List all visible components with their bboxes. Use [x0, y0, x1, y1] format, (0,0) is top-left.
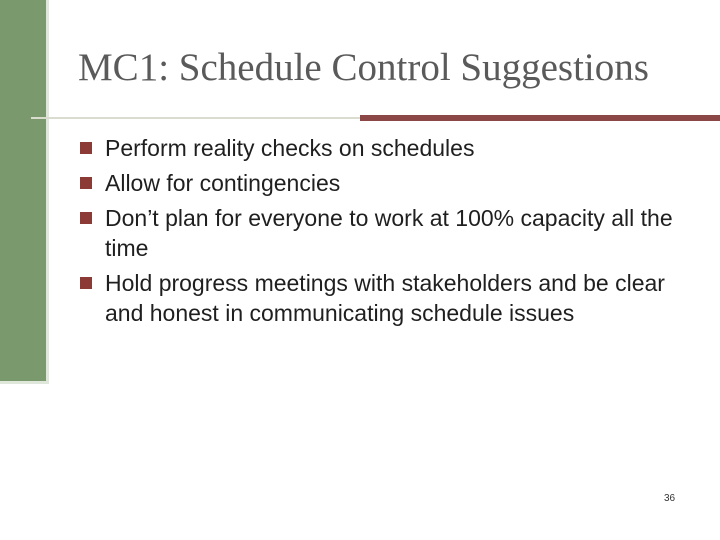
bullet-item — [78, 268, 698, 328]
bullet-item — [78, 133, 698, 163]
bullet-item — [78, 203, 698, 263]
square-bullet-icon — [80, 212, 92, 224]
bullet-text: Don’t plan for everyone to work at 100% capacity all the time — [105, 205, 673, 261]
slide-title: MC1: Schedule Control Suggestions — [78, 46, 649, 89]
side-accent-bar — [0, 0, 46, 381]
title-divider-accent — [360, 115, 720, 121]
bullet-text: Hold progress meetings with stakeholders and be clear and honest in communicating schedule issues — [105, 270, 665, 326]
bullet-text: Perform reality checks on schedules — [105, 135, 475, 161]
side-accent-bar-shadow-bottom — [0, 381, 49, 384]
square-bullet-icon — [80, 277, 92, 289]
page-number: 36 — [664, 493, 676, 504]
bullet-item — [78, 168, 698, 198]
side-accent-bar-shadow — [46, 0, 49, 381]
title-divider-light — [31, 117, 360, 119]
square-bullet-icon — [80, 142, 92, 154]
bullet-text: Allow for contingencies — [105, 170, 341, 196]
bullet-list — [78, 133, 698, 333]
square-bullet-icon — [80, 177, 92, 189]
